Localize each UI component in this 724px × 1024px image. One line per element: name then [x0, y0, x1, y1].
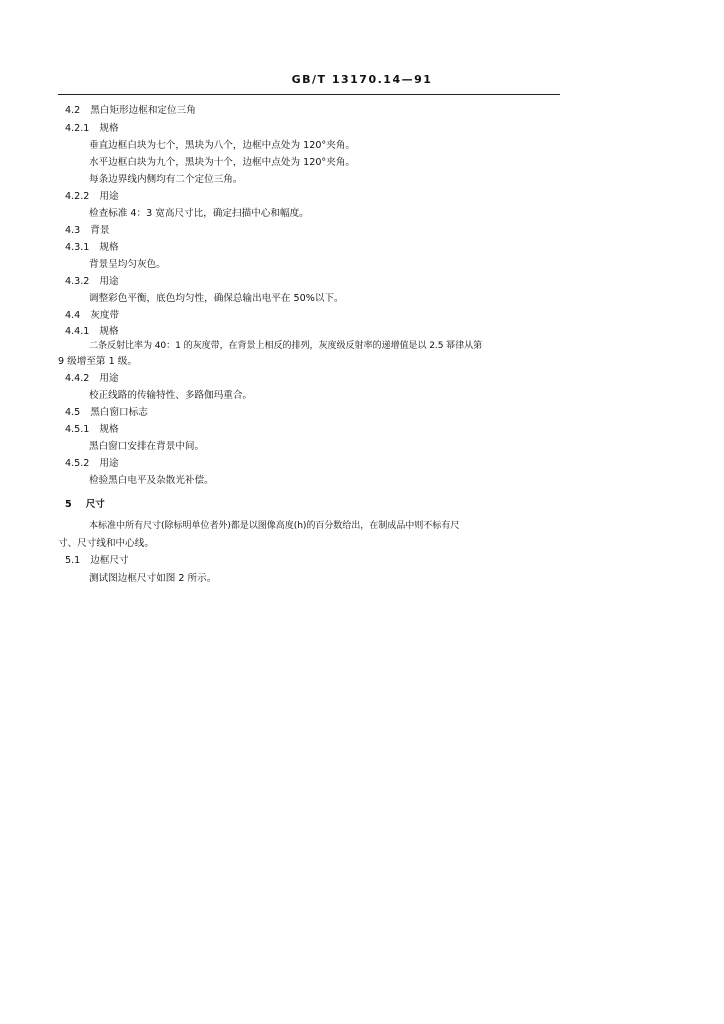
- section-title: 黑白窗口标志: [90, 407, 148, 418]
- paragraph-line: 9 级增至第 1 级。: [58, 356, 137, 367]
- section-number: 4.5: [65, 407, 81, 418]
- section-title: 用途: [99, 373, 119, 384]
- heading-5: [65, 499, 105, 511]
- section-number: 4.2.1: [65, 123, 90, 134]
- paragraph-line: 寸、尺寸线和中心线。: [58, 538, 154, 549]
- section-title: 背景: [90, 225, 110, 236]
- section-number: 4.4.1: [65, 326, 90, 337]
- section-title: 规格: [99, 123, 119, 134]
- section-number: 5: [65, 499, 72, 510]
- section-title: 用途: [99, 276, 119, 287]
- paragraph-line: 背景呈均匀灰色。: [89, 259, 166, 270]
- document-header: GB/T 13170.14—91: [291, 73, 433, 86]
- paragraph-line: 测试图边框尺寸如图 2 所示。: [89, 573, 217, 584]
- paragraph-line: 检查标准 4：3 宽高尺寸比，确定扫描中心和幅度。: [89, 208, 309, 219]
- paragraph-line: 垂直边框白块为七个，黑块为八个，边框中点处为 120°夹角。: [89, 140, 356, 151]
- paragraph-line: 黑白窗口安排在背景中间。: [89, 441, 205, 452]
- section-number: 4.5.1: [65, 424, 90, 435]
- section-number: 4.4: [65, 310, 81, 321]
- heading-4-5-1: [65, 424, 119, 436]
- heading-4-2-1: [65, 123, 119, 135]
- heading-4-4: [65, 310, 119, 322]
- paragraph-line: 调整彩色平衡，底色均匀性，确保总输出电平在 50%以下。: [89, 293, 344, 304]
- section-title: 规格: [99, 242, 119, 253]
- paragraph-line: 本标准中所有尺寸(除标明单位者外)都是以图像高度(h)的百分数给出，在制成品中则不标有尺: [89, 521, 460, 531]
- section-number: 4.5.2: [65, 458, 90, 469]
- paragraph-line: 每条边界线内侧均有二个定位三角。: [89, 174, 243, 185]
- heading-4-5-2: [65, 458, 119, 470]
- section-title: 黑白矩形边框和定位三角: [90, 105, 196, 116]
- section-title: 规格: [99, 424, 119, 435]
- section-number: 4.3: [65, 225, 81, 236]
- section-title: 灰度带: [90, 310, 120, 321]
- section-number: 4.3.1: [65, 242, 90, 253]
- section-title: 边框尺寸: [90, 555, 129, 566]
- header-rule: [58, 94, 560, 95]
- heading-4-4-2: [65, 373, 119, 385]
- heading-4-2: [65, 105, 196, 117]
- heading-4-4-1: [65, 326, 119, 338]
- paragraph-line: 校正线路的传输特性、多路伽玛重合。: [89, 390, 253, 401]
- heading-4-3-1: [65, 242, 119, 254]
- heading-4-3-2: [65, 276, 119, 288]
- section-number: 5.1: [65, 555, 81, 566]
- section-title: 规格: [99, 326, 119, 337]
- section-title: 用途: [99, 191, 119, 202]
- section-number: 4.4.2: [65, 373, 90, 384]
- paragraph-line: 水平边框白块为九个，黑块为十个，边框中点处为 120°夹角。: [89, 157, 356, 168]
- section-number: 4.2.2: [65, 191, 90, 202]
- section-number: 4.3.2: [65, 276, 90, 287]
- heading-4-3: [65, 225, 109, 237]
- section-title: 尺寸: [85, 499, 105, 510]
- section-title: 用途: [99, 458, 119, 469]
- section-number: 4.2: [65, 105, 81, 116]
- paragraph-line: 二条反射比率为 40：1 的灰度带，在背景上相反的排列，灰度级反射率的递增值是以 2.5 幂律从第: [89, 341, 483, 351]
- paragraph-line: 检验黑白电平及杂散光补偿。: [89, 475, 214, 486]
- heading-4-2-2: [65, 191, 119, 203]
- heading-4-5: [65, 407, 148, 419]
- heading-5-1: [65, 555, 129, 567]
